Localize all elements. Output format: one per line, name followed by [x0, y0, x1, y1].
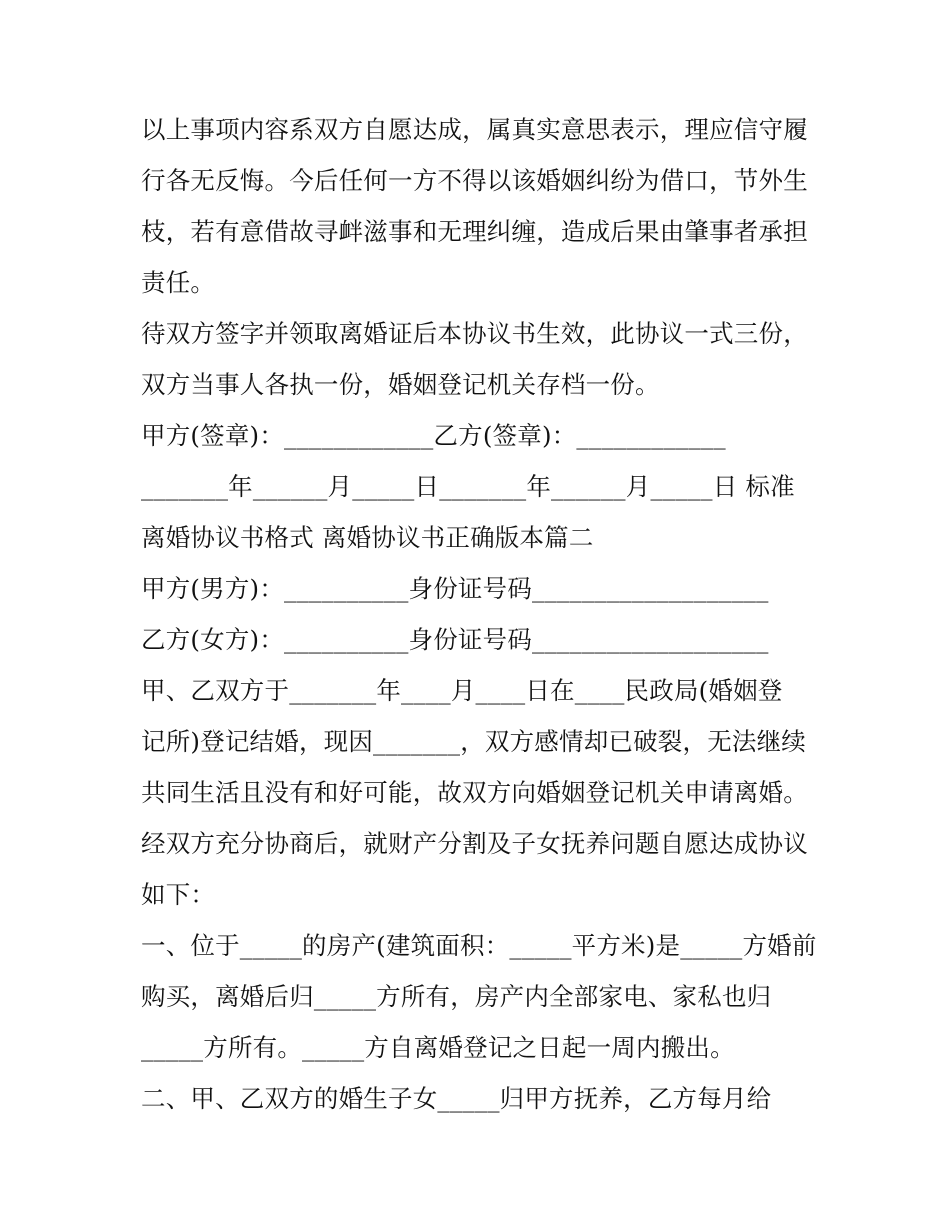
text-line: 经双方充分协商后，就财产分割及子女抚养问题自愿达成协议: [141, 829, 808, 858]
text-line: 甲、乙双方于_______年____月____日在____民政局(婚姻登: [141, 676, 783, 705]
signature-line: 甲方(签章)：____________乙方(签章)：____________: [141, 421, 726, 450]
text-line: 以上事项内容系双方自愿达成，属真实意思表示，理应信守履: [141, 115, 808, 144]
section-heading: 离婚协议书格式 离婚协议书正确版本篇二: [141, 523, 594, 552]
text-line: _____方所有。_____方自离婚登记之日起一周内搬出。: [141, 1033, 735, 1062]
party-a-line: 甲方(男方)：__________身份证号码___________________: [141, 574, 769, 603]
clause-line: 一、位于_____的房产(建筑面积：_____平方米)是_____方婚前: [141, 931, 817, 960]
text-line: 待双方签字并领取离婚证后本协议书生效，此协议一式三份，: [141, 319, 808, 348]
text-line: 行各无反悔。今后任何一方不得以该婚姻纠纷为借口，节外生: [141, 166, 808, 195]
clause-line: 二、甲、乙双方的婚生子女_____归甲方抚养，乙方每月给: [141, 1084, 772, 1113]
text-line: 枝，若有意借故寻衅滋事和无理纠缠，造成后果由肇事者承担: [141, 217, 808, 246]
text-line: 双方当事人各执一份，婚姻登记机关存档一份。: [141, 370, 660, 399]
date-line: _______年______月_____日_______年______月_____日 标准: [141, 472, 795, 501]
text-line: 责任。: [141, 268, 216, 297]
text-line: 如下：: [141, 880, 216, 909]
text-line: 共同生活且没有和好可能，故双方向婚姻登记机关申请离婚。: [141, 778, 808, 807]
text-line: 购买，离婚后归_____方所有，房产内全部家电、家私也归: [141, 982, 772, 1011]
party-b-line: 乙方(女方)：__________身份证号码___________________: [141, 625, 769, 654]
text-line: 记所)登记结婚，现因_______，双方感情却已破裂，无法继续: [141, 727, 807, 756]
